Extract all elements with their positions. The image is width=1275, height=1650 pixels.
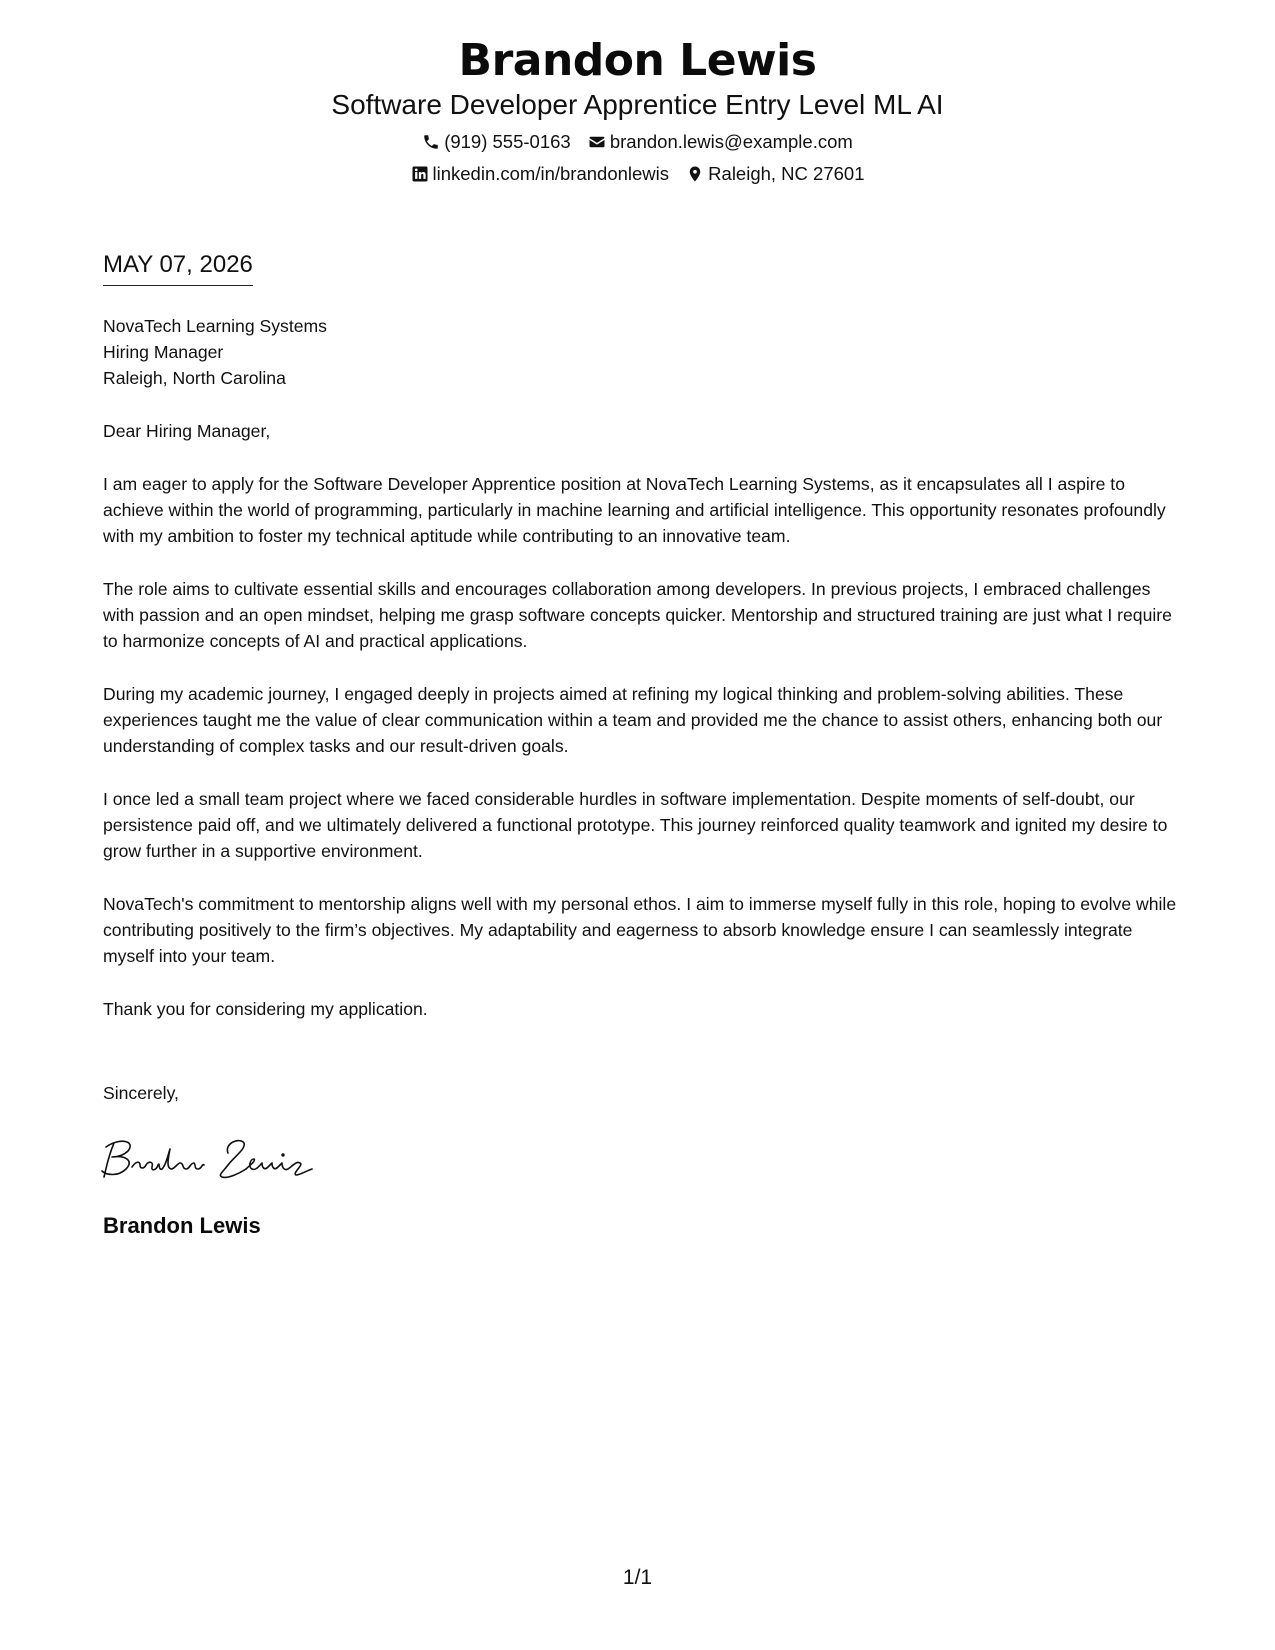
recipient-company: NovaTech Learning Systems <box>103 316 327 336</box>
paragraph-4: I once led a small team project where we faced considerable hurdles in software implementation. Despite moments of self-doubt, our persistence paid off, and we ultimately delivered a functional prototype. This journey reinforced quality teamwork and ignited my desire to grow further in a supportive environment. <box>103 789 1168 861</box>
linkedin-url: linkedin.com/in/brandonlewis <box>432 163 670 185</box>
salutation: Dear Hiring Manager, <box>103 421 271 441</box>
location-text: Raleigh, NC 27601 <box>708 163 865 185</box>
applicant-name: Brandon Lewis <box>458 35 817 86</box>
handwritten-signature <box>100 1135 330 1181</box>
date-block <box>103 250 253 286</box>
recipient-address <box>103 313 1183 391</box>
letter-date: MAY 07, 2026 <box>103 250 253 286</box>
job-title: Software Developer Apprentice Entry Level ML AI <box>331 89 944 120</box>
phone-icon <box>422 133 440 151</box>
phone-item <box>422 130 571 154</box>
email-item <box>588 130 853 154</box>
paragraph-1: I am eager to apply for the Software Developer Apprentice position at NovaTech Learning Systems, as it encapsulates all I aspire to achieve within the world of programming, particularly in machine learning and artificial intelligence. This opportunity resonates profoundly with my ambition to foster my technical aptitude while contributing to an innovative team. <box>103 474 1166 546</box>
contact-line-1 <box>0 129 1275 154</box>
recipient-role: Hiring Manager <box>103 342 224 362</box>
linkedin-icon <box>411 165 429 183</box>
phone-number: (919) 555-0163 <box>444 131 571 153</box>
location-item <box>686 162 864 186</box>
letter-body <box>103 313 1183 1049</box>
map-pin-icon <box>686 165 704 183</box>
email-address: brandon.lewis@example.com <box>609 131 853 153</box>
linkedin-item <box>411 162 670 186</box>
paragraph-5: NovaTech's commitment to mentorship aligns well with my personal ethos. I aim to immerse myself fully in this role, hoping to evolve while contributing positively to the firm’s objectives. My adaptability and eagerness to absorb knowledge ensure I can seamlessly integrate myself into your team. <box>103 894 1177 966</box>
contact-line-2 <box>0 161 1275 186</box>
page-indicator: 1/1 <box>622 1566 653 1589</box>
paragraph-3: During my academic journey, I engaged deeply in projects aimed at refining my logical thinking and problem-solving abilities. These experiences taught me the value of clear communication within a team and provided me the chance to assist others, enhancing both our understanding of complex tasks and our result-driven goals. <box>103 684 1163 756</box>
closing: Sincerely, <box>103 1083 179 1103</box>
paragraph-2: The role aims to cultivate essential skills and encourages collaboration among developers. In previous projects, I embraced challenges with passion and an open mindset, helping me grasp software concepts quicker. Mentorship and structured training are just what I require to harmonize concepts of AI and practical applications. <box>103 579 1172 651</box>
paragraph-closing-thanks: Thank you for considering my application. <box>103 999 428 1019</box>
signed-name: Brandon Lewis <box>103 1213 261 1238</box>
letter-header <box>0 34 1275 186</box>
recipient-location: Raleigh, North Carolina <box>103 368 286 388</box>
envelope-icon <box>588 133 606 151</box>
